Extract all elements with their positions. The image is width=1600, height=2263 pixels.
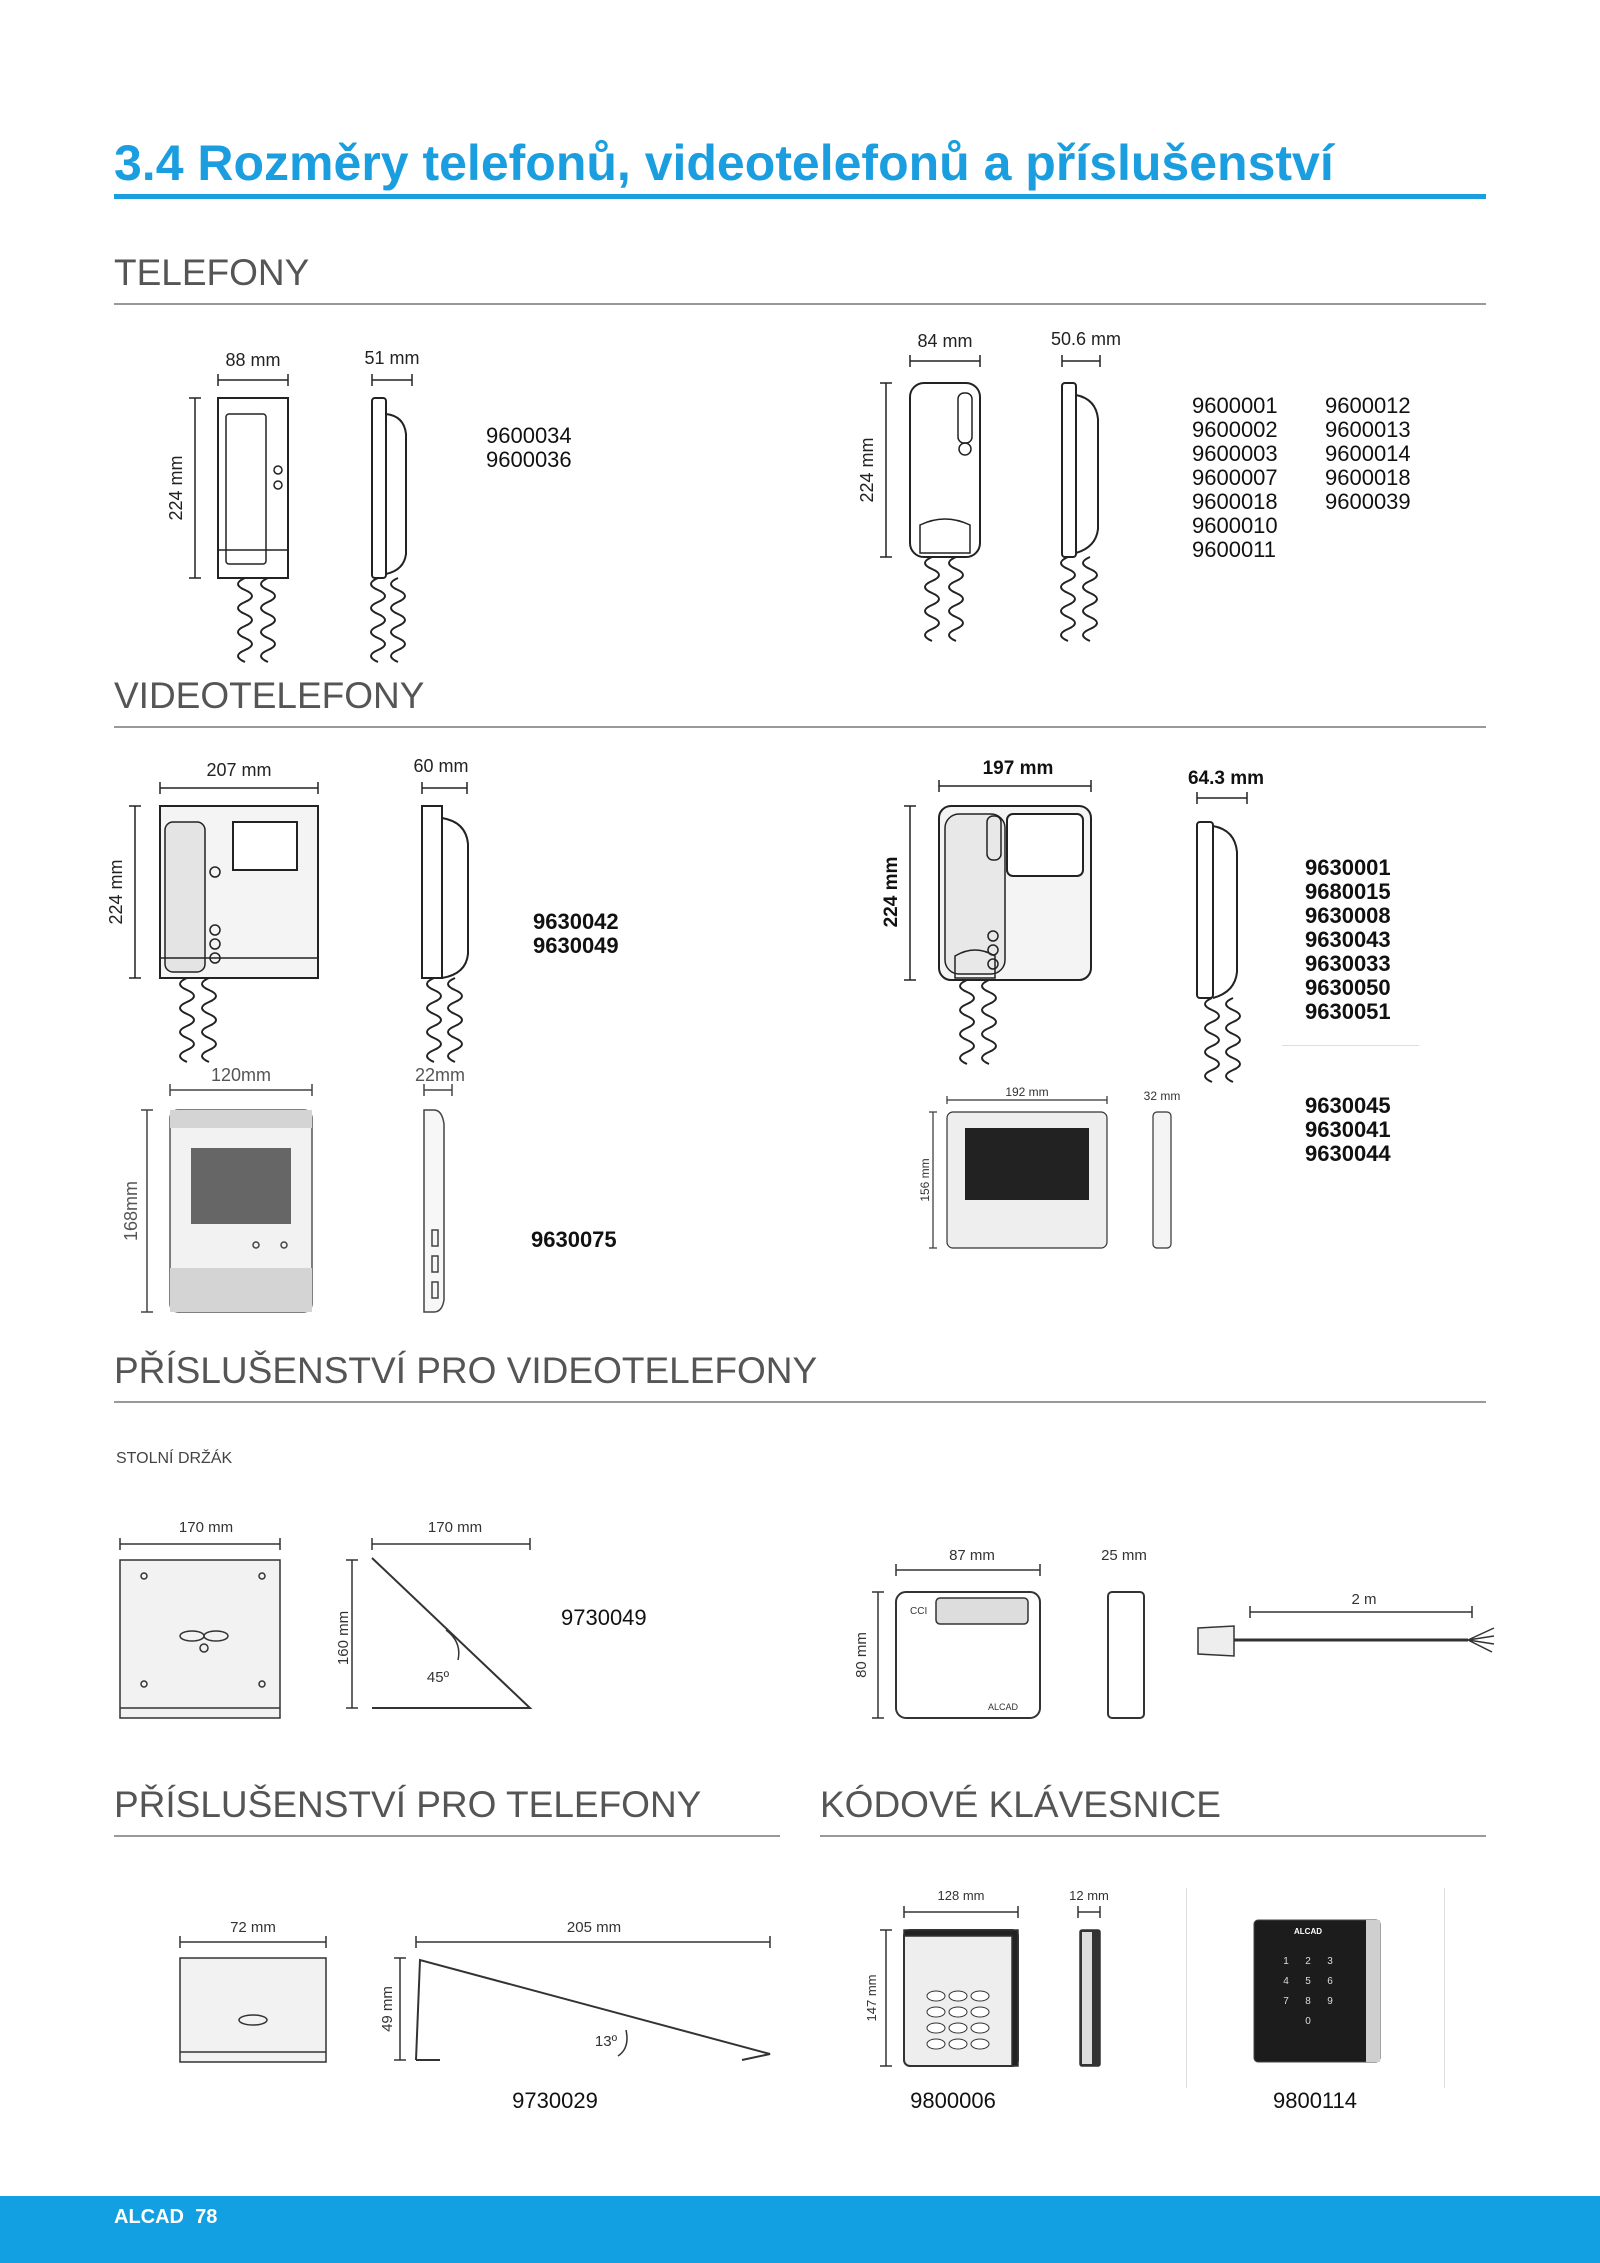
dim-width: 197 mm [982, 758, 1054, 779]
telephone-2-drawing [850, 325, 1120, 650]
keypad-key [949, 2007, 967, 2017]
product-code: 9630042 [533, 909, 619, 934]
keypad-key-label: 4 [1283, 1976, 1289, 1987]
section-rule [114, 1835, 780, 1837]
dim-depth: 22mm [414, 1065, 466, 1085]
dim-height: 168mm [121, 1180, 141, 1242]
scart-adapter-drawing [853, 1547, 1508, 1728]
keypad-key-label: 2 [1305, 1956, 1311, 1967]
dim-width: 205 mm [566, 1919, 622, 1936]
footer-brand: ALCAD [114, 2206, 184, 2228]
code-list-telephone-1 [486, 424, 572, 472]
keypad-key [971, 2039, 989, 2049]
code-list-videophone-4 [1305, 1094, 1391, 1166]
product-code: 9600018 [1192, 489, 1278, 514]
product-code: 9630008 [1305, 903, 1391, 928]
keypad-key-label: 9 [1327, 1996, 1333, 2007]
section-heading-telefony: TELEFONY [114, 252, 310, 293]
dim-width: 170 mm [178, 1519, 234, 1536]
section-rule [114, 726, 1486, 728]
section-heading-accessories-video: PŘÍSLUŠENSTVÍ PRO VIDEOTELEFONY [114, 1350, 818, 1391]
dim-width: 192 mm [1005, 1085, 1049, 1099]
telephone-1-drawing [160, 340, 440, 670]
videophone-2-drawing [875, 752, 1275, 1092]
videophone-3-drawing [118, 1065, 478, 1318]
dim-depth: 12 mm [1069, 1888, 1109, 1903]
title-underline [114, 194, 1486, 199]
section-rule [820, 1835, 1486, 1837]
product-code: 9600011 [1192, 537, 1277, 562]
keypad-key [971, 2023, 989, 2033]
keypad-key-label: 1 [1283, 1956, 1289, 1967]
code-keypad-1: 9800006 [910, 2088, 996, 2113]
product-code: 9600003 [1192, 441, 1278, 466]
product-code: 9630033 [1305, 951, 1391, 976]
divider [1444, 1888, 1445, 2088]
code-list-videophone-1 [533, 910, 619, 958]
product-code: 9600002 [1192, 417, 1278, 442]
dim-height: 80 mm [853, 1632, 870, 1678]
product-code: 9630050 [1305, 975, 1391, 1000]
keypad-key-label: 8 [1305, 1996, 1311, 2007]
keypad-key-label: 3 [1327, 1956, 1333, 1967]
keypad-key [949, 2023, 967, 2033]
dim-height: 224 mm [857, 437, 877, 503]
product-code: 9680015 [1305, 879, 1391, 904]
product-code: 9630043 [1305, 927, 1391, 952]
scart-label: CCI [910, 1606, 928, 1617]
product-code: 9630041 [1305, 1117, 1391, 1142]
product-code: 9600039 [1325, 489, 1411, 514]
videophone-1-drawing [105, 752, 485, 1070]
code-desk-stand: 9730049 [561, 1605, 647, 1630]
section-heading-keypads: KÓDOVÉ KLÁVESNICE [820, 1784, 1221, 1825]
dim-depth: 60 mm [413, 756, 469, 776]
dim-height: 224 mm [881, 856, 902, 928]
keypad-key [927, 2007, 945, 2017]
keypad-key-label: 0 [1305, 2016, 1311, 2027]
dim-depth: 32 mm [1143, 1089, 1181, 1103]
product-code: 9600010 [1192, 513, 1278, 538]
page-number: 78 [195, 2206, 218, 2228]
dim-height: 160 mm [335, 1610, 352, 1666]
product-code: 9600036 [486, 447, 572, 472]
angle-label: 13º [594, 2033, 618, 2050]
dim-width: 120mm [210, 1065, 272, 1085]
product-code: 9630049 [533, 933, 619, 958]
page-title: 3.4 Rozměry telefonů, videotelefonů a příslušenství [114, 135, 1334, 191]
keypad-key [949, 1991, 967, 2001]
product-code: 9600012 [1325, 393, 1411, 418]
divider [1282, 1045, 1419, 1046]
dim-width: 84 mm [917, 331, 973, 351]
dim-width: 170 mm [427, 1519, 483, 1536]
dim-depth: 64.3 mm [1187, 768, 1265, 789]
code-keypad-2: 9800114 [1272, 2088, 1357, 2113]
product-code: 9630044 [1305, 1141, 1391, 1166]
section-rule [114, 303, 1486, 305]
desk-stand-drawing [110, 1510, 550, 1725]
subheading-desk-stand: STOLNÍ DRŽÁK [116, 1450, 233, 1467]
code-list-telephone-2-col2 [1325, 394, 1411, 514]
keypad-brand-label: ALCAD [1294, 1927, 1322, 1936]
code-list-videophone-3 [531, 1228, 617, 1252]
footer-bar [0, 2196, 1600, 2263]
code-list-videophone-2 [1305, 856, 1391, 1024]
dim-height: 156 mm [918, 1158, 932, 1202]
dim-width: 88 mm [225, 350, 281, 370]
section-heading-accessories-telephone: PŘÍSLUŠENSTVÍ PRO TELEFONY [114, 1784, 702, 1825]
product-code: 9600013 [1325, 417, 1411, 442]
dim-height: 224 mm [106, 859, 126, 925]
dim-depth: 50.6 mm [1050, 329, 1122, 349]
dim-depth: 25 mm [1101, 1547, 1147, 1564]
product-code: 9630075 [531, 1227, 617, 1252]
dim-width: 87 mm [949, 1547, 995, 1564]
keypad-2-drawing [1252, 1918, 1382, 2064]
product-code: 9630001 [1305, 855, 1391, 880]
keypad-key [949, 2039, 967, 2049]
product-code: 9600001 [1192, 393, 1278, 418]
dim-height: 49 mm [379, 1986, 396, 2032]
keypad-key-label: 7 [1283, 1996, 1289, 2007]
keypad-1-drawing [864, 1886, 1109, 2076]
keypad-key [927, 2023, 945, 2033]
keypad-key [971, 1991, 989, 2001]
footer-label [114, 2206, 217, 2229]
dim-height: 224 mm [166, 455, 186, 521]
dim-depth: 51 mm [364, 348, 420, 368]
code-list-telephone-2-col1 [1192, 394, 1278, 562]
divider [1186, 1888, 1187, 2088]
keypad-key-label: 5 [1305, 1976, 1311, 1987]
device-brand-label: ALCAD [987, 1702, 1018, 1712]
product-code: 9600018 [1325, 465, 1411, 490]
cable-length-label: 2 m [1351, 1591, 1377, 1608]
keypad-key [927, 2039, 945, 2049]
keypad-key-label: 6 [1327, 1976, 1333, 1987]
product-code: 9630045 [1305, 1093, 1391, 1118]
keypad-key [971, 2007, 989, 2017]
product-code: 9600007 [1192, 465, 1278, 490]
product-code: 9600034 [486, 423, 572, 448]
code-telephone-stand: 9730029 [512, 2088, 598, 2113]
dim-width: 128 mm [937, 1888, 985, 1903]
videophone-4-drawing [915, 1085, 1195, 1258]
dim-width: 207 mm [206, 760, 272, 780]
keypad-key [927, 1991, 945, 2001]
angle-label: 45º [426, 1669, 450, 1686]
dim-width: 72 mm [230, 1919, 276, 1936]
section-heading-videotelefony: VIDEOTELEFONY [114, 675, 425, 716]
product-code: 9630051 [1305, 999, 1391, 1024]
section-rule [114, 1401, 1486, 1403]
dim-height: 147 mm [864, 1974, 879, 2022]
product-code: 9600014 [1325, 441, 1411, 466]
telephone-wall-bracket-drawing [170, 1920, 790, 2070]
